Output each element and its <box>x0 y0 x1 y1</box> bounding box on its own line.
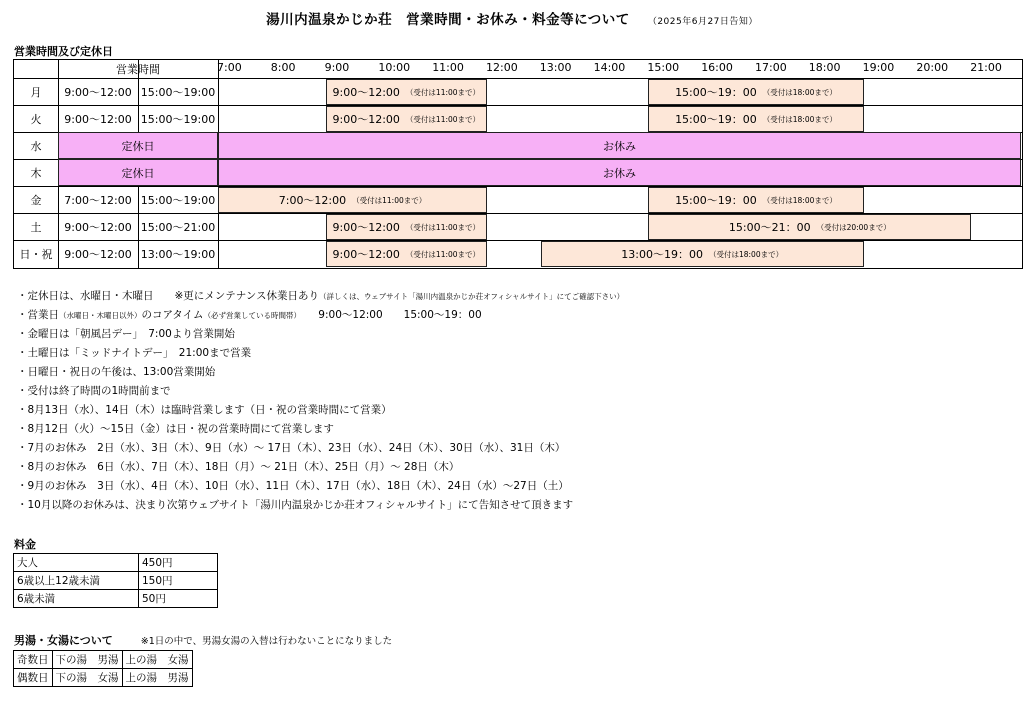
bath-upper: 上の湯 男湯 <box>122 669 192 687</box>
note-line <box>17 477 624 496</box>
hours-am: 9:00～12:00 <box>64 112 132 126</box>
note-text: ・受付は終了時間の1時間前まで <box>17 385 171 397</box>
time-label: 10:00 <box>378 61 411 74</box>
open-hours-bar <box>326 214 487 240</box>
hours-pm: 15:00～19:00 <box>140 193 216 207</box>
bar-reception-note: （受付は20:00まで） <box>816 222 891 232</box>
note-small: （必ず営業している時間帯） <box>203 311 298 320</box>
open-hours-bar <box>326 106 487 132</box>
bar-reception-note: （受付は18:00まで） <box>762 114 837 124</box>
bar-hours: 9:00～12:00 <box>332 113 400 126</box>
hours-am: 9:00～12:00 <box>64 220 132 234</box>
closed-bar: お休み <box>218 132 1021 159</box>
note-text: ・営業日 <box>17 309 59 321</box>
baths-label: 男湯・女湯について <box>14 634 113 647</box>
open-hours-bar <box>541 241 864 267</box>
bar-hours: 9:00～12:00 <box>332 86 400 99</box>
time-label: 19:00 <box>862 61 895 74</box>
bar-reception-note: （受付は18:00まで） <box>708 249 784 259</box>
closed-day-cell: 定休日 <box>58 159 218 186</box>
bath-day: 偶数日 <box>14 669 53 687</box>
prices-label: 料金 <box>14 538 36 551</box>
time-label: 7:00 <box>217 61 242 74</box>
hours-am: 9:00～12:00 <box>64 85 132 99</box>
hours-pm: 13:00～19:00 <box>140 247 216 261</box>
open-hours-bar <box>218 187 487 213</box>
baths-heading <box>14 632 392 648</box>
note-line <box>17 401 624 420</box>
note-text: ・8月12日（火）～15日（金）は日・祝の営業時間にて営業します <box>17 423 334 435</box>
bar-reception-note: （受付は18:00まで） <box>762 87 837 97</box>
note-line <box>17 439 624 458</box>
bath-row <box>14 651 193 669</box>
day-cell: 月 <box>30 85 42 99</box>
note-small: （詳しくは、ウェブサイト「湯川内温泉かじか荘オフィシャルサイト」にてご確認下さい） <box>318 292 625 301</box>
day-cell: 日・祝 <box>19 247 53 261</box>
bath-lower: 下の湯 男湯 <box>52 651 122 669</box>
hours-am: 9:00～12:00 <box>64 247 132 261</box>
note-line <box>17 496 624 515</box>
page-title <box>0 8 1024 28</box>
bar-hours: 15:00～21：00 <box>728 221 811 234</box>
note-text: のコアタイム <box>141 309 204 321</box>
time-label: 14:00 <box>593 61 626 74</box>
time-label: 12:00 <box>486 61 518 74</box>
time-label: 18:00 <box>808 61 841 74</box>
price-value: 450円 <box>139 554 218 572</box>
bar-reception-note: （受付は11:00まで） <box>405 87 481 97</box>
baths-note: ※1日の中で、男湯女湯の入替は行わないことになりました <box>140 636 393 647</box>
time-label: 11:00 <box>432 61 464 74</box>
note-text: ・10月以降のお休みは、決まり次第ウェブサイト「湯川内温泉かじか荘オフィシャルサイト」にて告知させて頂きます <box>17 499 574 511</box>
time-label: 8:00 <box>270 61 296 74</box>
bar-hours: 9:00～12:00 <box>332 248 400 261</box>
day-cell: 土 <box>30 220 42 234</box>
price-row <box>14 554 218 572</box>
bar-reception-note: （受付は18:00まで） <box>762 195 837 205</box>
note-text: ・金曜日は「朝風呂デー」 7:00より営業開始 <box>17 328 235 340</box>
price-value: 50円 <box>139 590 218 608</box>
closed-bar: お休み <box>218 159 1021 186</box>
day-cell: 水 <box>30 139 42 153</box>
note-small: （水曜日・木曜日以外） <box>59 311 142 320</box>
note-line <box>17 344 624 363</box>
price-category: 6歳未満 <box>14 590 139 608</box>
note-line <box>17 287 624 306</box>
note-text: 9:00～12:00 15:00～19：00 <box>297 309 482 321</box>
schedule-section-label: 営業時間及び定休日 <box>14 45 113 58</box>
note-line <box>17 420 624 439</box>
bath-lower: 下の湯 女湯 <box>52 669 122 687</box>
title-date: （2025年6月27日告知） <box>647 17 758 27</box>
note-text: ・8月のお休み 6日（水）、7日（木）、18日（月）～ 21日（木）、25日（月）～ 28日（木） <box>17 461 460 473</box>
note-text: ・土曜日は「ミッドナイトデー」 21:00まで営業 <box>17 347 252 359</box>
open-hours-bar <box>648 106 863 132</box>
open-hours-bar <box>326 241 487 267</box>
bar-hours: 15:00～19：00 <box>675 113 757 126</box>
bar-reception-note: （受付は11:00まで） <box>352 195 427 205</box>
note-text: ・定休日は、水曜日・木曜日 ※更にメンテナンス休業日あり <box>17 290 319 302</box>
day-cell: 金 <box>30 193 42 207</box>
hours-pm: 15:00～19:00 <box>140 85 216 99</box>
closed-day-cell: 定休日 <box>58 132 218 159</box>
bar-reception-note: （受付は11:00まで） <box>405 222 481 232</box>
time-label: 17:00 <box>755 61 787 74</box>
time-label: 15:00 <box>647 61 680 74</box>
bar-reception-note: （受付は11:00まで） <box>405 249 481 259</box>
open-hours-bar <box>326 79 487 105</box>
bath-upper: 上の湯 女湯 <box>122 651 192 669</box>
day-cell: 木 <box>30 166 42 180</box>
time-label: 16:00 <box>701 61 733 74</box>
note-line <box>17 306 624 325</box>
hours-pm: 15:00～21:00 <box>140 220 216 234</box>
price-category: 大人 <box>14 554 139 572</box>
bath-day: 奇数日 <box>14 651 53 669</box>
note-line <box>17 363 624 382</box>
day-cell: 火 <box>30 112 42 126</box>
open-hours-bar <box>648 79 863 105</box>
note-text: ・7月のお休み 2日（水）、3日（木）、9日（水）～ 17日（木）、23日（水）、24日（木）、30日（水）、31日（木） <box>17 442 566 454</box>
schedule-grid <box>13 59 1023 269</box>
note-line <box>17 325 624 344</box>
time-label: 21:00 <box>970 61 1002 74</box>
note-text: ・8月13日（水）、14日（木）は臨時営業します（日・祝の営業時間にて営業） <box>17 404 392 416</box>
time-label: 9:00 <box>324 61 350 74</box>
note-line <box>17 458 624 477</box>
notes-list <box>17 287 624 515</box>
bar-hours: 9:00～12:00 <box>332 221 400 234</box>
title-text: 湯川内温泉かじか荘 営業時間・お休み・料金等について <box>266 12 630 28</box>
bar-hours: 7:00～12:00 <box>278 194 347 207</box>
price-row <box>14 590 218 608</box>
bar-hours: 15:00～19：00 <box>675 194 757 207</box>
note-text: ・日曜日・祝日の午後は、13:00営業開始 <box>17 366 216 378</box>
bath-row <box>14 669 193 687</box>
hours-am: 7:00～12:00 <box>64 193 132 207</box>
hours-pm: 15:00～19:00 <box>140 112 216 126</box>
bath-table <box>13 650 193 687</box>
open-hours-bar <box>648 214 971 240</box>
time-label: 20:00 <box>916 61 949 74</box>
bar-hours: 13:00～19：00 <box>621 248 703 261</box>
price-row <box>14 572 218 590</box>
price-value: 150円 <box>139 572 218 590</box>
bar-hours: 15:00～19：00 <box>675 86 757 99</box>
price-category: 6歳以上12歳未満 <box>14 572 139 590</box>
hours-header: 営業時間 <box>116 63 160 76</box>
price-table <box>13 553 218 608</box>
note-text: ・9月のお休み 3日（水）、4日（木）、10日（水）、11日（木）、17日（水）、18日（木）、24日（水）～27日（土） <box>17 480 569 492</box>
bar-reception-note: （受付は11:00まで） <box>405 114 481 124</box>
open-hours-bar <box>648 187 863 213</box>
time-label: 13:00 <box>539 61 572 74</box>
note-line <box>17 382 624 401</box>
